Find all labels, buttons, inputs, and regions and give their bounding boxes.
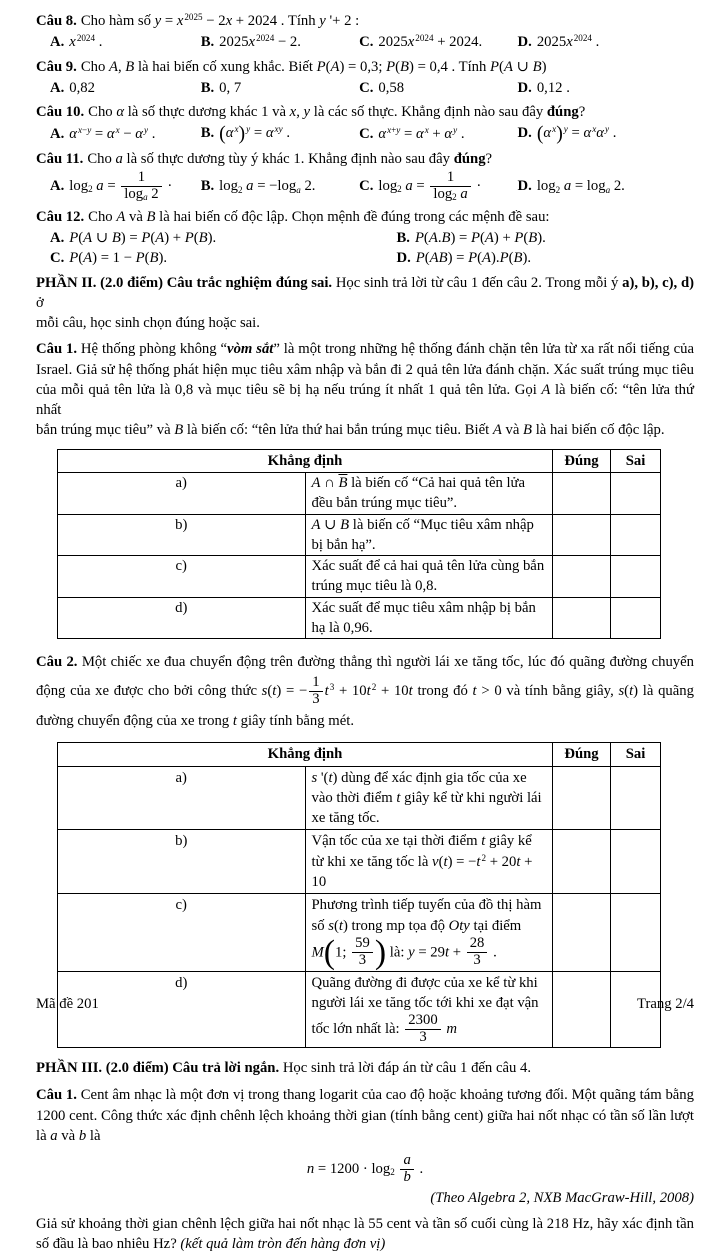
question-text: Cho hàm số $y = x^{2025} - 2x + 2024$ . Tính y '+ 2 : [80,12,360,29]
option-letter: A. [50,177,65,194]
option-letter: D. [517,125,532,142]
dung-header: Đúng [553,743,611,766]
answer-option [50,78,201,98]
row-statement: Vận tốc của xe tại thời điểm t giây kể từ khi xe tăng tốc là $v(t) = -t^2 + 20t + 10$ [305,830,553,894]
question-label: Câu 8. [36,13,77,29]
option-text: P(A.B) = P(A) + P(B). [414,229,546,246]
dung-cell [553,556,611,598]
option-text: $x^{2024}$ . [69,33,103,51]
answer-option [359,78,517,98]
part3-section [36,1058,694,1255]
option-text: $\log_2 a$ = $\frac{1}{\log_a 2}$ · [69,168,173,203]
question-stem [36,102,694,122]
sai-header: Sai [611,449,661,472]
row-letter: a) [58,473,306,515]
dung-cell [553,830,611,894]
sai-cell [611,766,661,830]
answer-option [359,170,517,203]
option-letter: C. [359,79,374,96]
table-row [58,473,661,515]
option-letter: B. [200,125,215,142]
row-letter: d) [58,597,306,639]
question-stem [36,11,694,31]
option-letter: A. [50,79,65,96]
sai-cell [611,473,661,515]
row-letter: b) [58,514,306,556]
options-row [36,228,694,269]
option-text: $\log_2 a = \log_a 2$. [536,178,625,195]
row-letter: b) [58,830,306,894]
option-letter: D. [517,178,532,195]
row-letter: a) [58,766,306,830]
part3-heading: PHẦN III. (2.0 điểm) Câu trả lời ngắn. Học sinh trả lời đáp án từ câu 1 đến câu 4. [36,1060,532,1076]
question-text: Cho α là số thực dương khác 1 và x, y là các số thực. Khẳng định nào sau đây đúng? [88,104,586,121]
options-row [36,123,694,144]
cent-formula: $n = 1200 \cdot \log_2$ $\frac{a}{b}$ . [306,1152,424,1185]
option-text: 0,12 . [536,79,570,96]
sai-cell [611,514,661,556]
part3-cau1-closing: Giả sử khoảng thời gian chênh lệch giữa hai nốt nhạc là 55 cent và tần số cuối cùng là 218 Hz, hãy xác định tần số đầu là bao nhiêu Hz? (kết quả làm tròn đến hàng đơn vị) [36,1216,694,1253]
part2-heading: PHẦN II. (2.0 điểm) Câu trắc nghiệm đúng sai. Học sinh trả lời từ câu 1 đến câu 2. Trong mỗi ý a), b), c), d) ở mỗi câu, học sinh chọn đúng hoặc sai. [36,274,694,332]
row-letter: d) [58,971,306,1047]
answer-option [50,248,396,268]
dung-header: Đúng [553,449,611,472]
part1-questions [36,11,694,269]
option-letter: D. [396,250,411,267]
statement-header: Khẳng định [58,449,553,472]
question-8 [36,11,694,53]
sai-cell [611,597,661,639]
option-letter: D. [517,34,532,51]
option-text: P(A) = 1 − P(B). [69,250,168,267]
answer-option [518,32,694,52]
option-text: $\alpha^{x+y} = \alpha^x + \alpha^y$ . [378,124,465,142]
option-text: $\log_2 a$ = $\frac{1}{\log_2 a}$ · [378,168,482,203]
option-letter: C. [359,125,374,142]
dung-cell [553,473,611,515]
option-letter: A. [50,34,65,51]
option-text: $(\alpha^x)^y = \alpha^{xy}$ . [219,122,290,145]
option-letter: A. [50,229,65,246]
row-statement: s '(t) dùng để xác định gia tốc của xe vào thời điểm t giây kể từ khi người lái xe tăng tốc. [305,766,553,830]
question-stem [36,57,694,77]
option-letter: D. [517,79,532,96]
question-label: Câu 12. [36,208,85,225]
table-row [58,556,661,598]
option-text: $2025x^{2024}$ . [536,33,600,51]
answer-option [201,32,359,52]
options-row [36,78,694,98]
row-letter: c) [58,556,306,598]
answer-option [201,176,359,196]
question-10 [36,102,694,145]
option-letter: C. [359,177,374,194]
question-text: Cho A, B là hai biến cố xung khắc. Biết P(A) = 0,3; P(B) = 0,4 . Tính P(A ∪ B) [80,58,547,75]
row-statement: Xác suất để mục tiêu xâm nhập bị bắn hạ là 0,96. [305,597,553,639]
part2-cau2-text: Câu 2. Một chiếc xe đua chuyển động trên đường thẳng thì người lái xe tăng tốc, lúc đó quãng đường chuyển động của xe được cho bởi công thức s(t) = − $\frac{1}{3}$ $t^3 + 10t^2 + 10t$ trong đó t > 0 và tính bằng giây, s(t) là quãng đường chuyển động của xe trong t giây tính bằng mét. [36,654,694,730]
dung-cell [553,894,611,971]
option-letter: B. [396,229,410,246]
option-letter: C. [50,250,65,267]
exam-code: Mã đề 201 [36,995,99,1012]
answer-option [518,123,694,144]
answer-option [518,78,694,98]
option-text: $2025x^{2024} - 2$. [219,33,301,51]
answer-option [50,170,201,203]
option-text: P(A ∪ B) = P(A) + P(B). [69,229,217,246]
answer-option [50,124,201,144]
sai-cell [611,556,661,598]
page-number: Trang 2/4 [637,995,694,1012]
option-letter: B. [200,79,215,96]
option-text: $2025x^{2024} + 2024$. [378,33,483,51]
dung-cell [553,514,611,556]
answer-option [359,32,517,52]
table-row [58,894,661,971]
option-letter: C. [359,34,374,51]
row-letter: c) [58,894,306,971]
option-text: $\alpha^{x-y} = \alpha^x - \alpha^y$ . [69,124,156,142]
table-header-row [58,743,661,766]
sai-header: Sai [611,743,661,766]
dung-cell [553,766,611,830]
answer-option [396,248,694,268]
option-letter: B. [200,178,215,195]
options-row [36,32,694,52]
question-text: Cho A và B là hai biến cố độc lập. Chọn mệnh đề đúng trong các mệnh đề sau: [88,208,550,225]
row-statement: A ∪ B là biến cố “Mục tiêu xâm nhập bị bắn hạ”. [305,514,553,556]
option-text: 0,82 [69,79,95,96]
page-footer [36,994,694,1014]
question-label: Câu 11. [36,150,84,167]
answer-option [201,78,359,98]
row-statement: Phương trình tiếp tuyến của đồ thị hàm số s(t) trong mp tọa độ Oty tại điểm M(1; $\frac{59}{3}$ ) là: y = 29t + $\frac{28}{3}$ . [305,894,553,971]
option-text: P(AB) = P(A).P(B). [415,250,532,267]
question-stem [36,149,694,169]
question-label: Câu 9. [36,58,77,75]
table-header-row [58,449,661,472]
part2-section [36,273,694,1049]
row-statement: Xác suất để cả hai quả tên lửa cùng bắn trúng mục tiêu là 0,8. [305,556,553,598]
options-row [36,170,694,203]
statement-header: Khẳng định [58,743,553,766]
answer-option [50,228,396,248]
table-row [58,830,661,894]
question-text: Cho a là số thực dương tùy ý khác 1. Khẳng định nào sau đây đúng? [87,150,493,167]
part3-cau1-text: Câu 1. Cent âm nhạc là một đơn vị trong thang logarit của cao độ hoặc khoảng tương đối. Một quãng tám bằng 1200 cent. Công thức xác định chênh lệch khoảng thời gian (tính bằng cent) giữa hai nốt nhạc có tần số lần lượt là a và b là [36,1087,694,1144]
answer-option [518,176,694,196]
question-9 [36,57,694,99]
question-label: Câu 10. [36,104,85,121]
option-text: $\log_2 a = -\log_a$ 2. [219,178,316,195]
row-statement: A ∩ $\overline{B}$ là biến cố “Cả hai quả tên lửa đều bắn trúng mục tiêu”. [305,473,553,515]
table-row [58,514,661,556]
table-row [58,766,661,830]
sai-cell [611,894,661,971]
question-stem [36,207,694,227]
answer-option [201,123,359,144]
option-letter: B. [200,34,215,51]
answer-option [396,228,694,248]
option-letter: A. [50,125,65,142]
cau1-true-false-table [57,449,661,640]
option-text: 0,58 [378,79,405,96]
source-attribution: (Theo Algebra 2, NXB MacGraw-Hill, 2008) [430,1189,694,1206]
table-row [58,597,661,639]
option-text: 0, 7 [219,79,242,96]
answer-option [50,32,201,52]
row-statement: Quãng đường đi được của xe kể từ khi người lái xe tăng tốc tới khi xe đạt vận tốc lớn nhất là: $\frac{2300}{3}$ m [305,971,553,1047]
option-text: $(\alpha^x)^y = \alpha^x\alpha^y$ . [536,122,617,145]
question-11 [36,149,694,203]
sai-cell [611,830,661,894]
part2-cau1-text: Câu 1. Hệ thống phòng không “vòm sắt” là một trong những hệ thống đánh chặn tên lửa từ xa rất nổi tiếng của Israel. Giả sử hệ thống phát hiện mục tiêu xâm nhập và bắn đi 2 quả tên lửa đánh chặn. Xác suất trúng mục tiêu của mỗi quả tên lửa là 0,8 và mục tiêu sẽ bị hạ nếu trúng ít nhất 1 quả tên lửa. Gọi A là biến cố: “tên lửa thứ nhất bắn trúng mục tiêu” và B là biến cố: “tên lửa thứ hai bắn trúng mục tiêu. Biết A và B là hai biến cố độc lập. [36,341,694,439]
answer-option [359,124,517,144]
dung-cell [553,597,611,639]
question-12 [36,207,694,269]
